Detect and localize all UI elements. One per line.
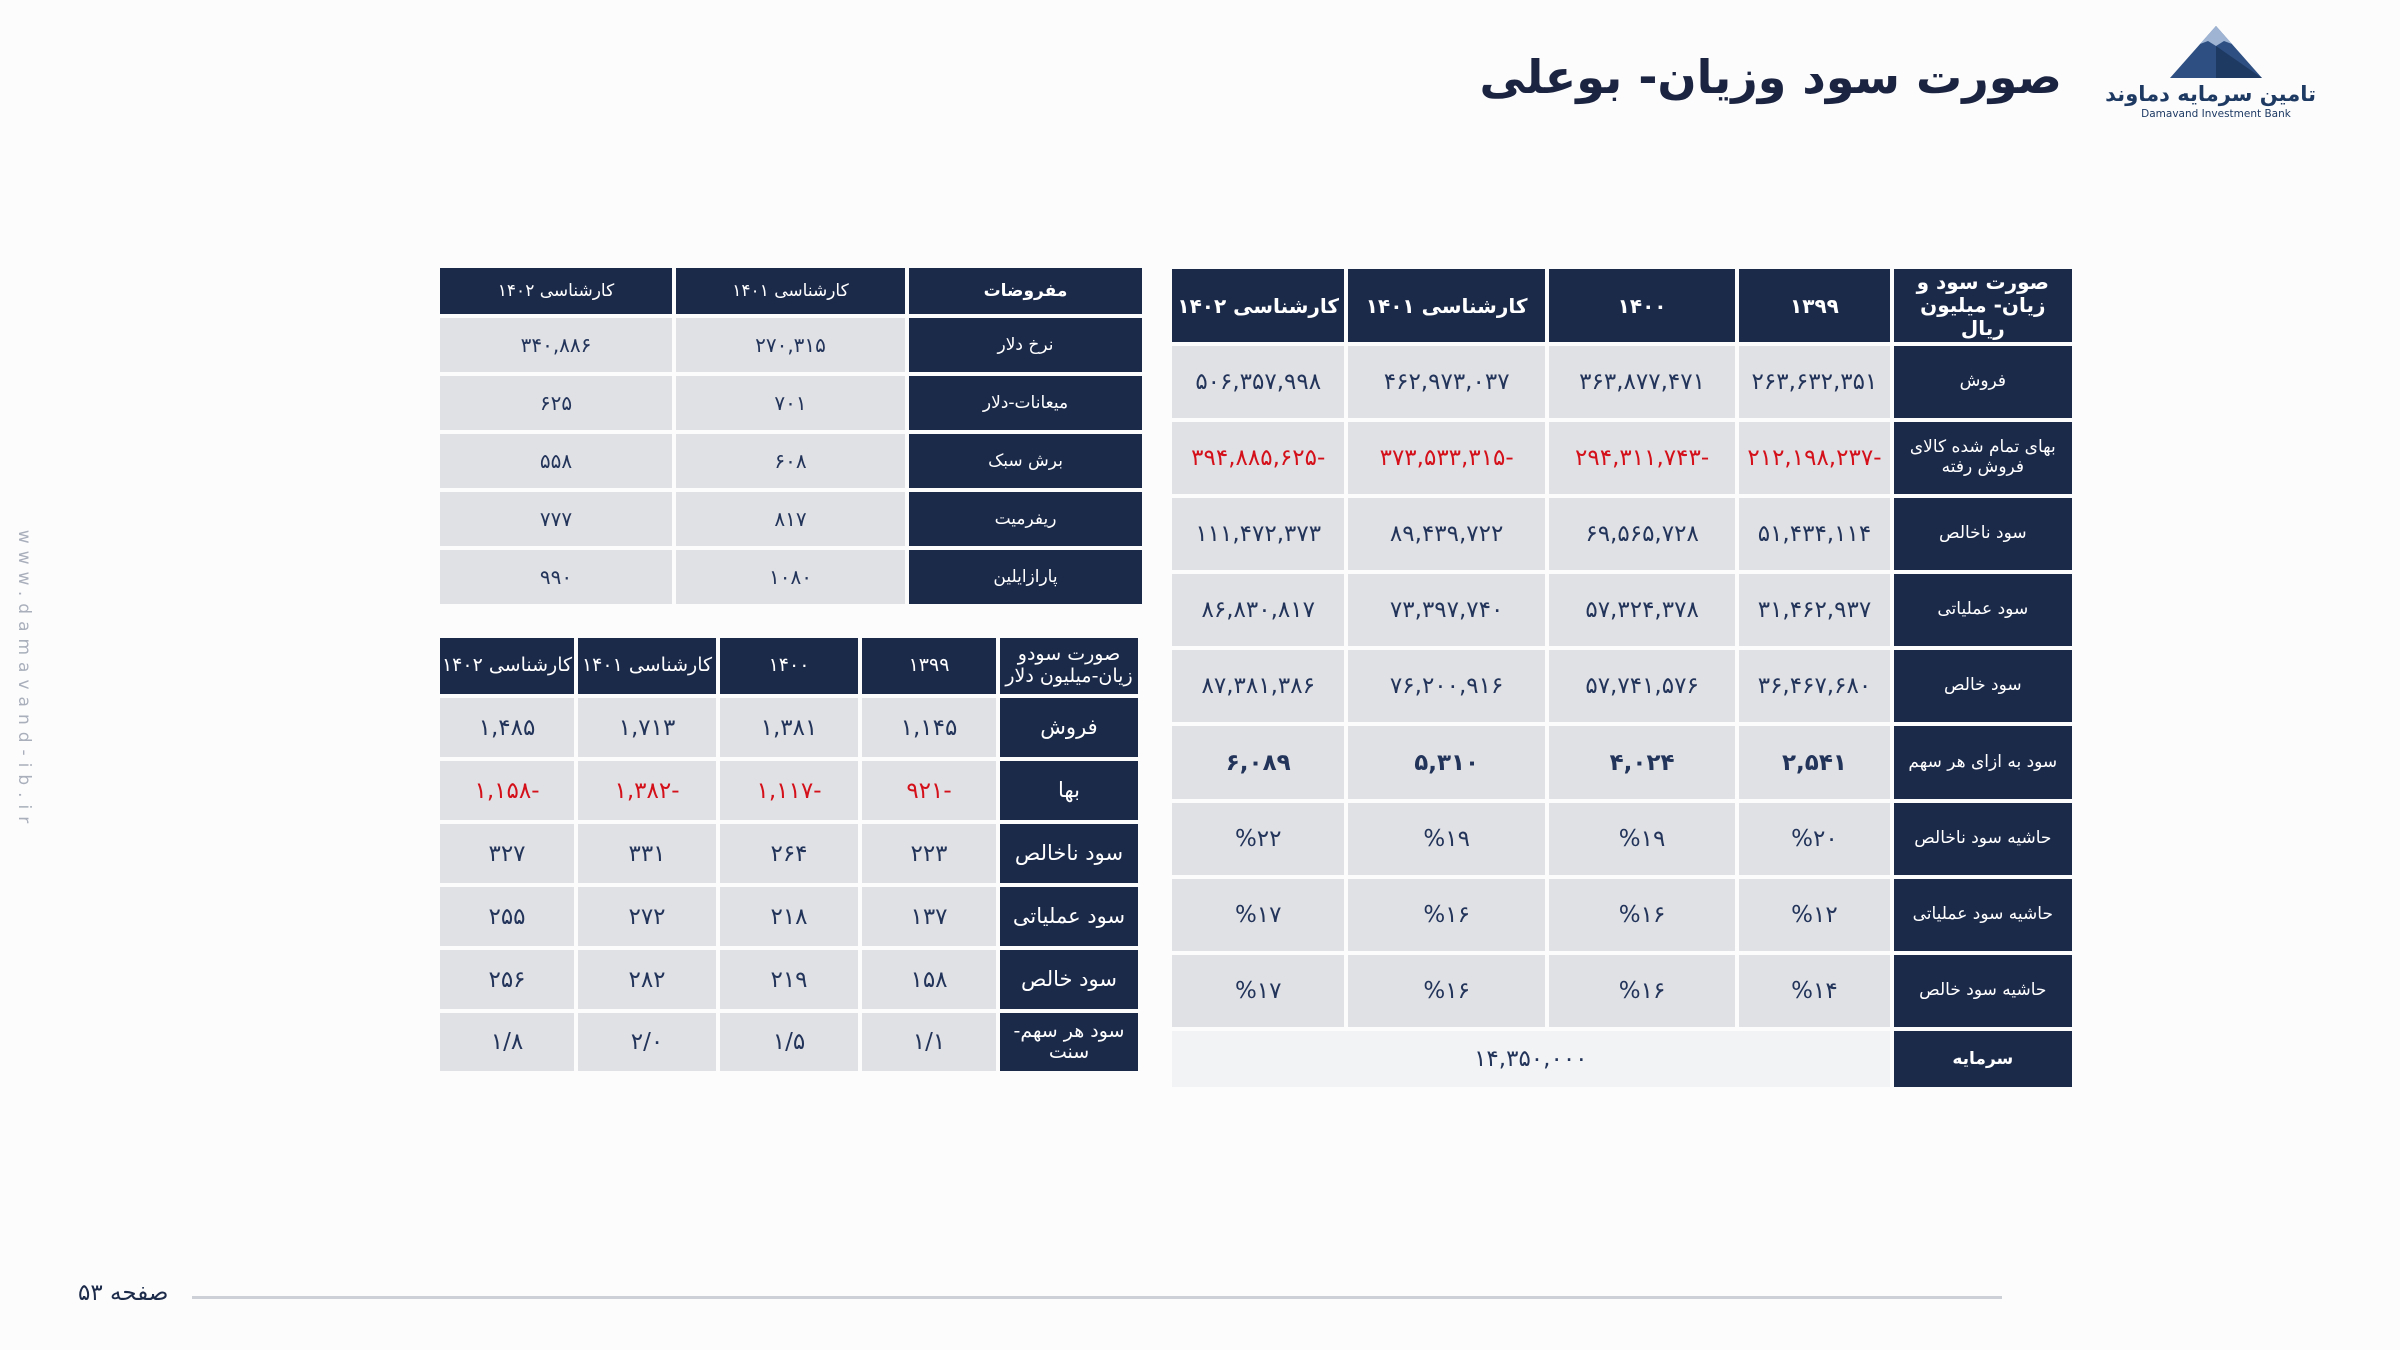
table-cell: ۶۲۵ bbox=[440, 376, 672, 430]
table-header-row bbox=[440, 268, 1142, 314]
table-cell: ۱,۳۸۱ bbox=[720, 698, 858, 757]
table-cell: ۴۶۲,۹۷۳,۰۳۷ bbox=[1348, 346, 1544, 418]
table-cell: ۳۳۱ bbox=[578, 824, 716, 883]
table-cell: ۲۷۲ bbox=[578, 887, 716, 946]
table-row bbox=[440, 434, 1142, 488]
table-cell: %۱۹ bbox=[1549, 803, 1735, 875]
column-header: کارشناسی ۱۴۰۲ bbox=[440, 268, 672, 314]
table-cell: ۲۱۹ bbox=[720, 950, 858, 1009]
table-cell: ۷۷۷ bbox=[440, 492, 672, 546]
mountain-logo-icon bbox=[2170, 26, 2262, 78]
table-cell: ۲/۰ bbox=[578, 1013, 716, 1071]
assumptions-table bbox=[436, 264, 1146, 608]
row-label: سود عملیاتی bbox=[1000, 887, 1138, 946]
table-row bbox=[440, 761, 1138, 820]
table-row bbox=[440, 698, 1138, 757]
table-cell: %۱۶ bbox=[1348, 955, 1544, 1027]
column-header: ۱۳۹۹ bbox=[862, 638, 996, 694]
page-number: صفحه ۵۳ bbox=[78, 1280, 169, 1306]
column-header: ۱۴۰۰ bbox=[1549, 269, 1735, 342]
table-cell: ۱,۴۸۵ bbox=[440, 698, 574, 757]
table-cell: %۲۲ bbox=[1172, 803, 1344, 875]
column-header: کارشناسی ۱۴۰۲ bbox=[440, 638, 574, 694]
table-cell: ۶,۰۸۹ bbox=[1172, 726, 1344, 799]
row-label: نرخ دلار bbox=[909, 318, 1142, 372]
table-cell: ۲۸۲ bbox=[578, 950, 716, 1009]
table-cell: ۸۹,۴۳۹,۷۲۲ bbox=[1348, 498, 1544, 570]
table-row bbox=[1172, 803, 2072, 875]
table-row bbox=[440, 1013, 1138, 1071]
table-cell: %۲۰ bbox=[1739, 803, 1889, 875]
table-cell: ۱,۱۴۵ bbox=[862, 698, 996, 757]
table-cell: ۲۵۵ bbox=[440, 887, 574, 946]
table-cell: -۹۲۱ bbox=[862, 761, 996, 820]
table-corner-header: مفروضات bbox=[909, 268, 1142, 314]
table-cell: ۷۳,۳۹۷,۷۴۰ bbox=[1348, 574, 1544, 646]
table-cell: %۱۶ bbox=[1549, 879, 1735, 951]
row-label: میعانات-دلار bbox=[909, 376, 1142, 430]
capital-row bbox=[1172, 1031, 2072, 1087]
table-row bbox=[440, 376, 1142, 430]
table-row bbox=[1172, 498, 2072, 570]
table-row bbox=[1172, 346, 2072, 418]
row-label: بها bbox=[1000, 761, 1138, 820]
row-label: سرمایه bbox=[1894, 1031, 2072, 1087]
table-cell: %۱۹ bbox=[1348, 803, 1544, 875]
table-cell: ۳۶۳,۸۷۷,۴۷۱ bbox=[1549, 346, 1735, 418]
table-cell: ۸۱۷ bbox=[676, 492, 905, 546]
row-label: برش سبک bbox=[909, 434, 1142, 488]
table-cell: %۱۷ bbox=[1172, 955, 1344, 1027]
table-row bbox=[440, 492, 1142, 546]
table-cell: -۱,۳۸۲ bbox=[578, 761, 716, 820]
table-cell: ۶۰۸ bbox=[676, 434, 905, 488]
table-cell: ۵۷,۷۴۱,۵۷۶ bbox=[1549, 650, 1735, 722]
table-cell: ۸۶,۸۳۰,۸۱۷ bbox=[1172, 574, 1344, 646]
row-label: سود خالص bbox=[1894, 650, 2072, 722]
table-cell: ۱,۷۱۳ bbox=[578, 698, 716, 757]
column-header: کارشناسی ۱۴۰۱ bbox=[1348, 269, 1544, 342]
table-row bbox=[440, 550, 1142, 604]
logo-text: تامین سرمایه دماوند bbox=[2105, 82, 2316, 106]
table-cell: %۱۶ bbox=[1549, 955, 1735, 1027]
table-row bbox=[440, 824, 1138, 883]
table-cell: ۱۳۷ bbox=[862, 887, 996, 946]
table-row bbox=[1172, 422, 2072, 494]
table-cell: ۹۹۰ bbox=[440, 550, 672, 604]
table-cell: ۳۲۷ bbox=[440, 824, 574, 883]
table-cell: ۵۵۸ bbox=[440, 434, 672, 488]
table-cell: ۷۶,۲۰۰,۹۱۶ bbox=[1348, 650, 1544, 722]
table-row bbox=[1172, 726, 2072, 799]
table-cell: ۱/۸ bbox=[440, 1013, 574, 1071]
row-label: سود خالص bbox=[1000, 950, 1138, 1009]
table-corner-header: صورت سود و زیان- میلیون ریال bbox=[1894, 269, 2072, 342]
row-label: سود ناخالص bbox=[1894, 498, 2072, 570]
table-cell: %۱۴ bbox=[1739, 955, 1889, 1027]
table-cell: -۳۷۳,۵۳۳,۳۱۵ bbox=[1348, 422, 1544, 494]
table-row bbox=[1172, 574, 2072, 646]
table-row bbox=[440, 950, 1138, 1009]
table-cell: ۲۲۳ bbox=[862, 824, 996, 883]
table-cell: ۲۵۶ bbox=[440, 950, 574, 1009]
column-header: کارشناسی ۱۴۰۱ bbox=[676, 268, 905, 314]
row-label: فروش bbox=[1000, 698, 1138, 757]
website-sidebar bbox=[4, 520, 44, 840]
table-row bbox=[1172, 955, 2072, 1027]
table-cell: -۱,۱۱۷ bbox=[720, 761, 858, 820]
row-label: حاشیه سود ناخالص bbox=[1894, 803, 2072, 875]
table-cell: ۳۴۰,۸۸۶ bbox=[440, 318, 672, 372]
table-cell: ۵۱,۴۳۴,۱۱۴ bbox=[1739, 498, 1889, 570]
income-statement-table bbox=[1168, 265, 2076, 1091]
column-header: ۱۴۰۰ bbox=[720, 638, 858, 694]
column-header: کارشناسی ۱۴۰۲ bbox=[1172, 269, 1344, 342]
table-cell: ۱۰۸۰ bbox=[676, 550, 905, 604]
row-label: پارازایلین bbox=[909, 550, 1142, 604]
footer-divider bbox=[192, 1296, 2002, 1299]
table-cell: ۸۷,۳۸۱,۳۸۶ bbox=[1172, 650, 1344, 722]
table-cell: -۳۹۴,۸۸۵,۶۲۵ bbox=[1172, 422, 1344, 494]
company-logo bbox=[2105, 26, 2316, 141]
page-title: صورت سود وزیان- بوعلی bbox=[1479, 50, 2062, 104]
table-cell: %۱۶ bbox=[1348, 879, 1544, 951]
table-cell: ۱۱۱,۴۷۲,۳۷۳ bbox=[1172, 498, 1344, 570]
row-label: ریفرمیت bbox=[909, 492, 1142, 546]
table-cell: ۱۵۸ bbox=[862, 950, 996, 1009]
row-label: حاشیه سود عملیاتی bbox=[1894, 879, 2072, 951]
table-row bbox=[440, 318, 1142, 372]
row-label: سود عملیاتی bbox=[1894, 574, 2072, 646]
table-header-row bbox=[440, 638, 1138, 694]
table-cell: ۱/۱ bbox=[862, 1013, 996, 1071]
row-label: بهای تمام شده کالای فروش رفته bbox=[1894, 422, 2072, 494]
table-row bbox=[440, 887, 1138, 946]
row-label: فروش bbox=[1894, 346, 2072, 418]
table-cell: ۴,۰۲۴ bbox=[1549, 726, 1735, 799]
table-cell: -۲۱۲,۱۹۸,۲۳۷ bbox=[1739, 422, 1889, 494]
table-header-row bbox=[1172, 269, 2072, 342]
table-cell: %۱۲ bbox=[1739, 879, 1889, 951]
table-cell: -۲۹۴,۳۱۱,۷۴۳ bbox=[1549, 422, 1735, 494]
table-cell: ۲۱۸ bbox=[720, 887, 858, 946]
table-cell: ۶۹,۵۶۵,۷۲۸ bbox=[1549, 498, 1735, 570]
table-cell: ۳۱,۴۶۲,۹۳۷ bbox=[1739, 574, 1889, 646]
usd-income-statement-table bbox=[436, 634, 1142, 1075]
row-label: سود به ازای هر سهم bbox=[1894, 726, 2072, 799]
table-cell: ۲,۵۴۱ bbox=[1739, 726, 1889, 799]
table-cell: ۲۶۳,۶۳۲,۳۵۱ bbox=[1739, 346, 1889, 418]
table-cell: ۱/۵ bbox=[720, 1013, 858, 1071]
table-cell: ۲۶۴ bbox=[720, 824, 858, 883]
table-cell: -۱,۱۵۸ bbox=[440, 761, 574, 820]
website-url: www.damavand-ib.ir bbox=[14, 529, 34, 831]
row-label: سود ناخالص bbox=[1000, 824, 1138, 883]
row-label: سود هر سهم-سنت bbox=[1000, 1013, 1138, 1071]
column-header: ۱۳۹۹ bbox=[1739, 269, 1889, 342]
table-cell: ۲۷۰,۳۱۵ bbox=[676, 318, 905, 372]
column-header: کارشناسی ۱۴۰۱ bbox=[578, 638, 716, 694]
table-cell: ۷۰۱ bbox=[676, 376, 905, 430]
logo-subtext: Damavand Investment Bank bbox=[2141, 108, 2291, 120]
table-cell: ۳۶,۴۶۷,۶۸۰ bbox=[1739, 650, 1889, 722]
capital-value: ۱۴,۳۵۰,۰۰۰ bbox=[1172, 1031, 1890, 1087]
table-cell: ۵۷,۳۲۴,۳۷۸ bbox=[1549, 574, 1735, 646]
table-row bbox=[1172, 650, 2072, 722]
row-label: حاشیه سود خالص bbox=[1894, 955, 2072, 1027]
table-cell: ۵۰۶,۳۵۷,۹۹۸ bbox=[1172, 346, 1344, 418]
table-cell: %۱۷ bbox=[1172, 879, 1344, 951]
table-cell: ۵,۳۱۰ bbox=[1348, 726, 1544, 799]
table-row bbox=[1172, 879, 2072, 951]
table-corner-header: صورت سودو زیان-میلیون دلار bbox=[1000, 638, 1138, 694]
